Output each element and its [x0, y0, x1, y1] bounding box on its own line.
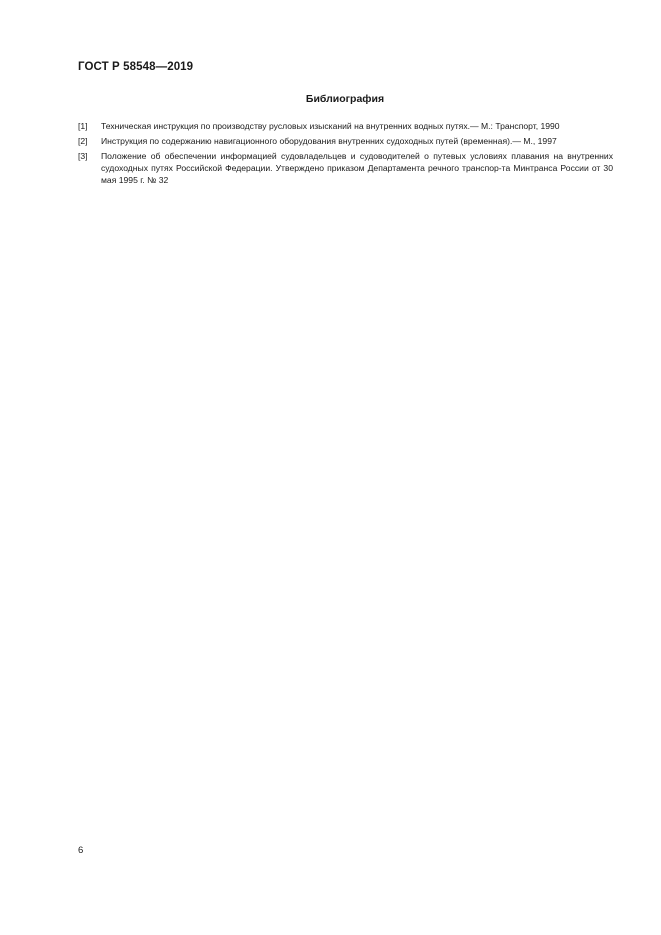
bibliography-item-1	[78, 120, 613, 132]
bibliography-item-number: [3]	[78, 151, 88, 161]
bibliography-list	[78, 120, 613, 189]
bibliography-item-3	[78, 150, 613, 186]
bibliography-item-number: [2]	[78, 136, 88, 146]
bibliography-title: Библиография	[305, 93, 385, 105]
standard-code-header: ГОСТ Р 58548—2019	[78, 61, 194, 73]
page-number: 6	[78, 845, 84, 856]
bibliography-item-text: Техническая инструкция по производству русловых изысканий на внутренних водных путях.— М.: Транспорт, 1990	[101, 121, 560, 131]
bibliography-item-2	[78, 135, 613, 147]
bibliography-item-text: Положение об обеспечении информацией судовладельцев и судоводителей о путевых условиях плавания на внутренних судоходных путях Российской Федерации. Утверждено приказом Департамента речного транспор-та Минтранса России от 30 мая 1995 г. № 32	[101, 151, 613, 185]
bibliography-item-number: [1]	[78, 121, 88, 131]
bibliography-item-text: Инструкция по содержанию навигационного оборудования внутренних судоходных путей (временная).— М., 1997	[101, 136, 557, 146]
